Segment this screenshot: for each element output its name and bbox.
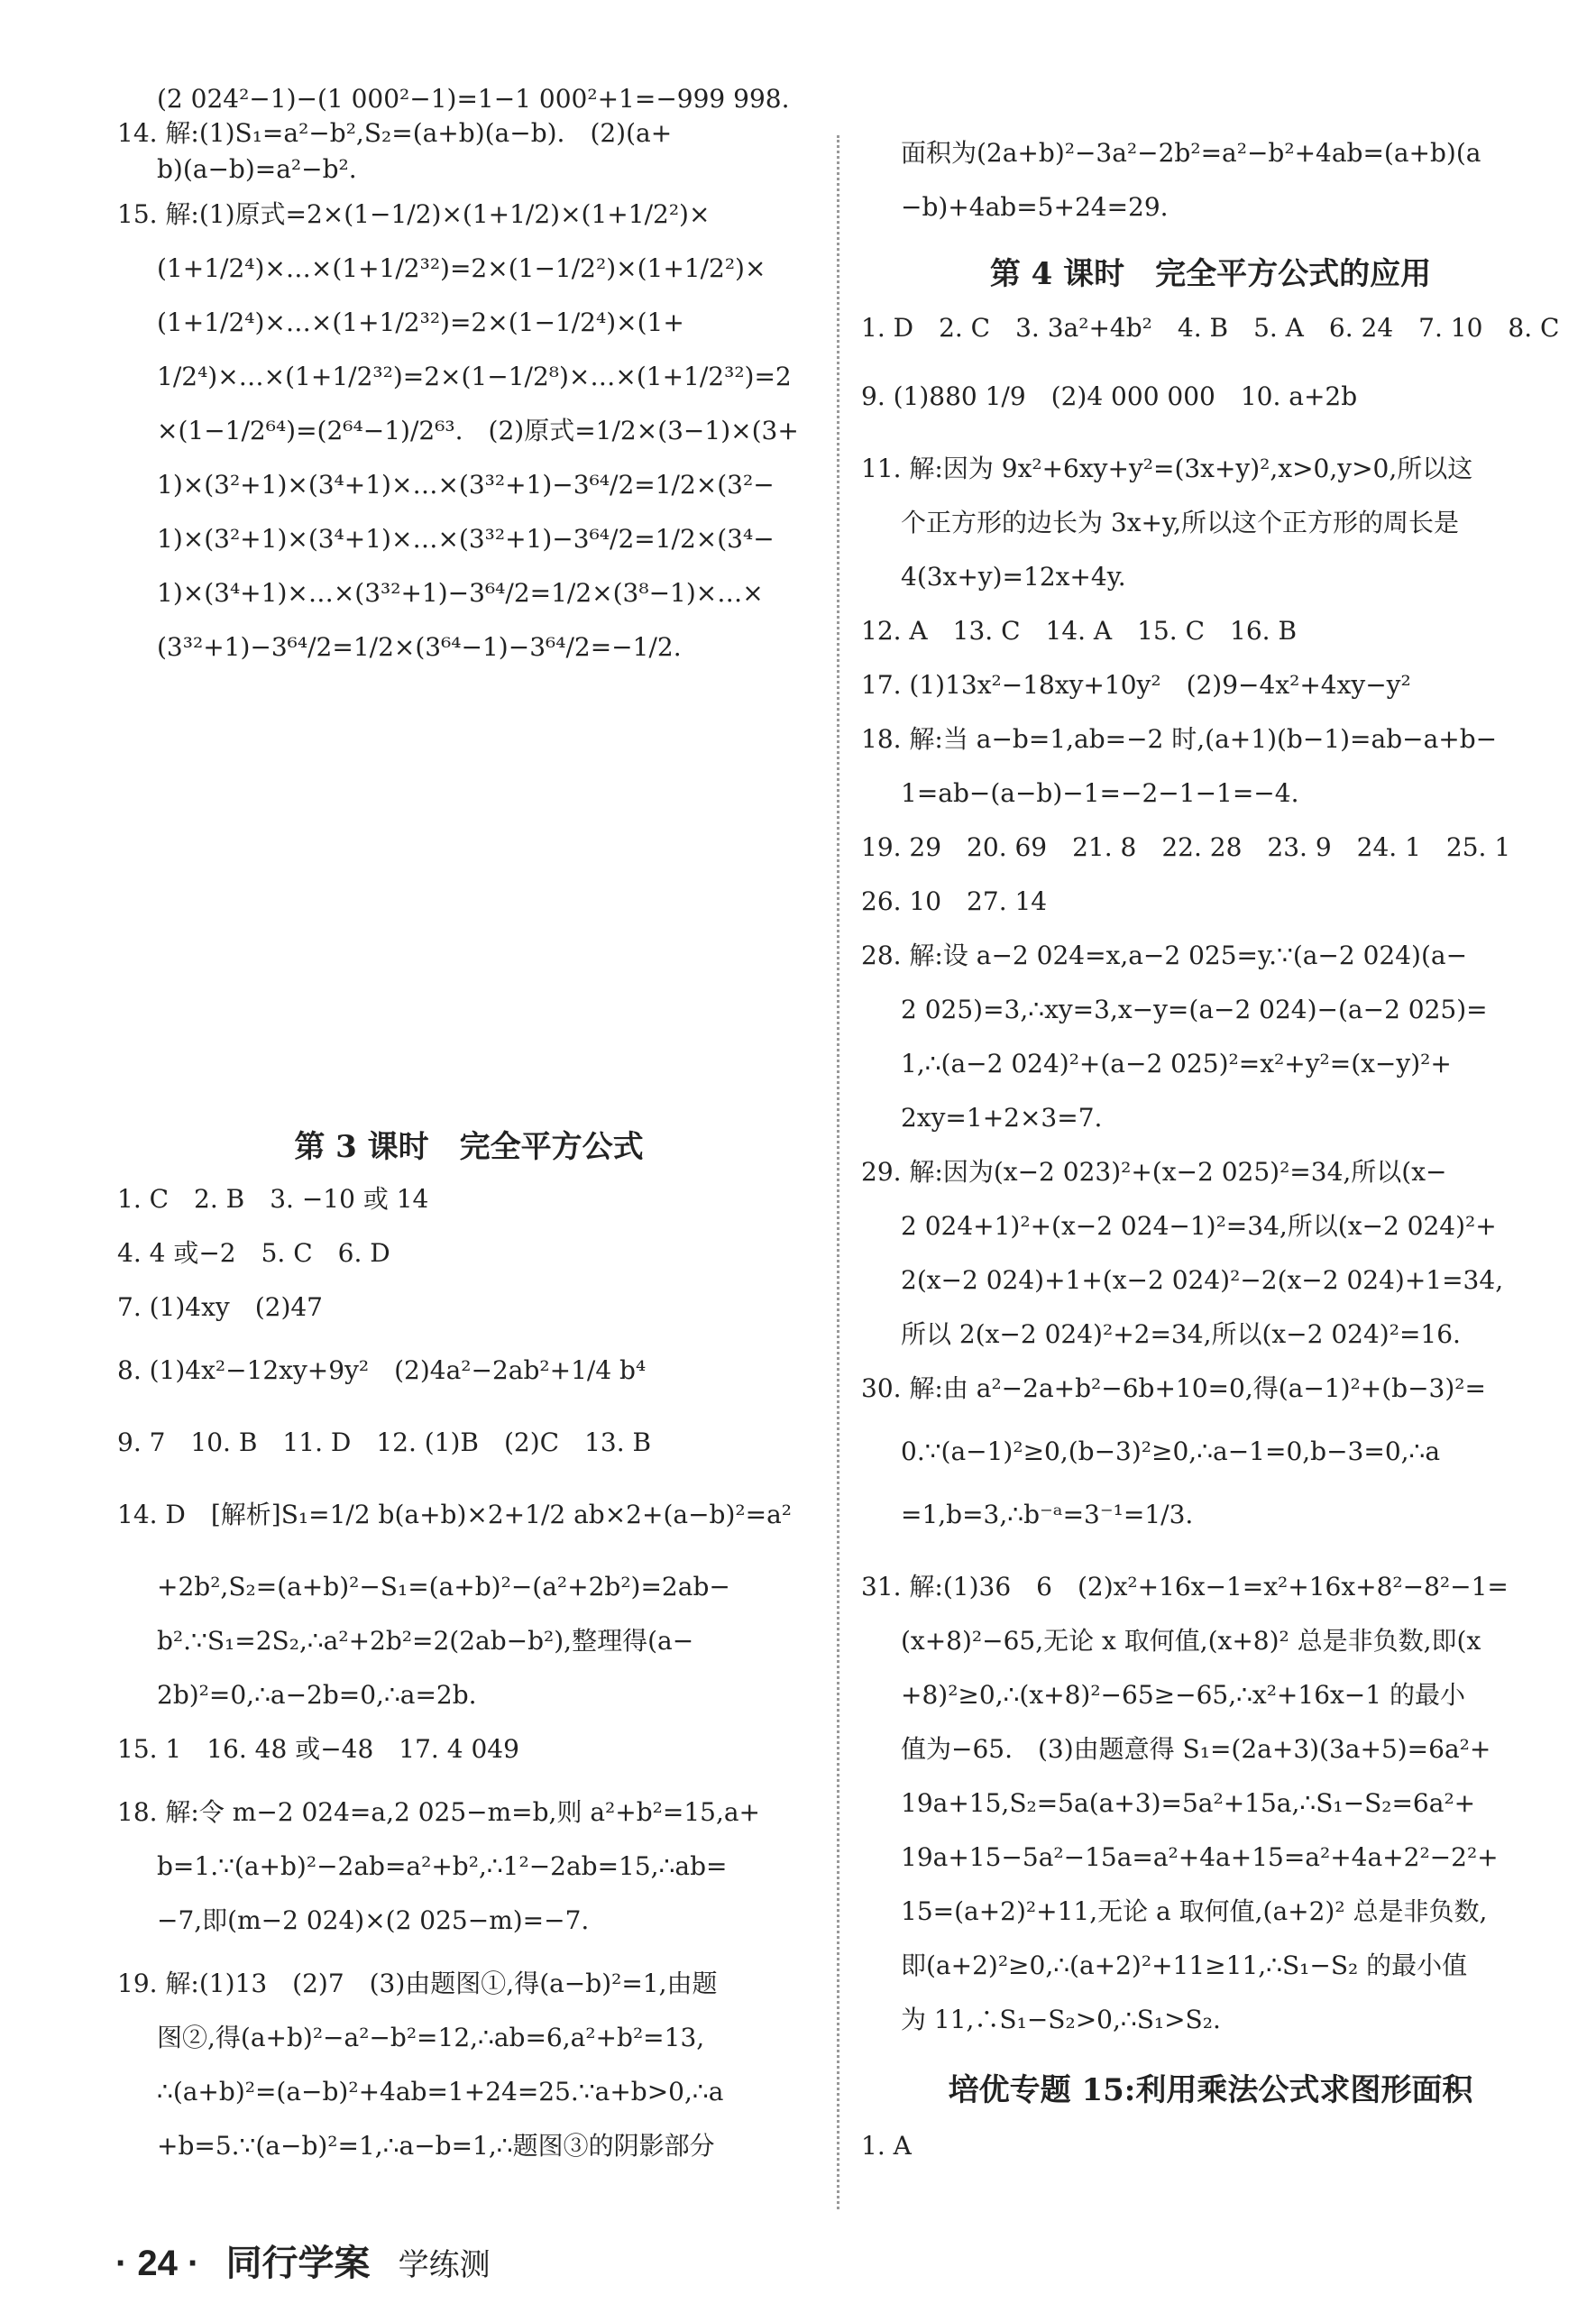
answer-line: 2xy=1+2×3=7. bbox=[901, 1103, 1103, 1133]
answer-line: −b)+4ab=5+24=29. bbox=[901, 192, 1169, 222]
answer-line: 30. 解:由 a²−2a+b²−6b+10=0,得(a−1)²+(b−3)²= bbox=[861, 1373, 1486, 1403]
answer-line: 17. (1)13x²−18xy+10y² (2)9−4x²+4xy−y² bbox=[861, 670, 1411, 700]
answer-line: 11. 解:因为 9x²+6xy+y²=(3x+y)²,x>0,y>0,所以这 bbox=[861, 454, 1473, 483]
answer-line: 12. A 13. C 14. A 15. C 16. B bbox=[861, 616, 1298, 646]
book-subtitle: 学练测 bbox=[398, 2248, 491, 2282]
answer-line: 9. 7 10. B 11. D 12. (1)B (2)C 13. B bbox=[117, 1427, 652, 1457]
answer-line: 4(3x+y)=12x+4y. bbox=[901, 562, 1126, 592]
answer-line: 1. A bbox=[861, 2131, 912, 2161]
answer-line: =1,b=3,∴b⁻ᵃ=3⁻¹=1/3. bbox=[901, 1500, 1194, 1529]
answer-line: 7. (1)4xy (2)47 bbox=[117, 1292, 323, 1322]
answer-line: 为 11,∴S₁−S₂>0,∴S₁>S₂. bbox=[901, 2005, 1221, 2034]
answer-line: (1+1/2⁴)×…×(1+1/2³²)=2×(1−1/2⁴)×(1+ bbox=[157, 307, 684, 337]
answer-line: (1+1/2⁴)×…×(1+1/2³²)=2×(1−1/2²)×(1+1/2²)× bbox=[157, 253, 766, 283]
answer-line: 14. D [解析]S₁=1/2 b(a+b)×2+1/2 ab×2+(a−b)²=a² bbox=[117, 1500, 792, 1529]
answer-line: 1=ab−(a−b)−1=−2−1−1=−4. bbox=[901, 778, 1299, 808]
answer-line: −7,即(m−2 024)×(2 025−m)=−7. bbox=[157, 1905, 590, 1935]
answer-line: 18. 解:令 m−2 024=a,2 025−m=b,则 a²+b²=15,a+ bbox=[117, 1797, 761, 1827]
answer-14: 14. 解:(1)S₁=a²−b²,S₂=(a+b)(a−b). (2)(a+ bbox=[117, 118, 673, 148]
answer-line: 1. C 2. B 3. −10 或 14 bbox=[117, 1184, 429, 1214]
answer-line: 面积为(2a+b)²−3a²−2b²=a²−b²+4ab=(a+b)(a bbox=[901, 138, 1481, 168]
answer-line: 19. 解:(1)13 (2)7 (3)由题图①,得(a−b)²=1,由题 bbox=[117, 1969, 718, 1998]
answer-line: 1. D 2. C 3. 3a²+4b² 4. B 5. A 6. 24 7. 10 8. C bbox=[861, 313, 1560, 343]
answer-line: 2b)²=0,∴a−2b=0,∴a=2b. bbox=[157, 1680, 477, 1710]
answer-line: b=1.∵(a+b)²−2ab=a²+b²,∴1²−2ab=15,∴ab= bbox=[157, 1851, 728, 1881]
answer-line: 个正方形的边长为 3x+y,所以这个正方形的周长是 bbox=[901, 508, 1459, 537]
answer-line: 15. 1 16. 48 或−48 17. 4 049 bbox=[117, 1734, 519, 1764]
section-heading-lesson-3: 第 3 课时 完全平方公式 bbox=[294, 1129, 644, 1165]
answer-line: ∴(a+b)²=(a−b)²+4ab=1+24=25.∵a+b>0,∴a bbox=[157, 2077, 724, 2106]
answer-line: +2b²,S₂=(a+b)²−S₁=(a+b)²−(a²+2b²)=2ab− bbox=[157, 1572, 730, 1602]
section-heading-topic-15: 培优专题 15:利用乘法公式求图形面积 bbox=[948, 2072, 1473, 2108]
section-heading-lesson-4: 第 4 课时 完全平方公式的应用 bbox=[989, 256, 1432, 292]
answer-line: (3³²+1)−3⁶⁴/2=1/2×(3⁶⁴−1)−3⁶⁴/2=−1/2. bbox=[157, 632, 682, 662]
answer-line: 0.∵(a−1)²≥0,(b−3)²≥0,∴a−1=0,b−3=0,∴a bbox=[901, 1436, 1441, 1466]
answer-line: 2 024+1)²+(x−2 024−1)²=34,所以(x−2 024)²+ bbox=[901, 1211, 1497, 1241]
answer-line: (2 024²−1)−(1 000²−1)=1−1 000²+1=−999 998. bbox=[157, 84, 790, 114]
page-number: · 24 · bbox=[115, 2244, 200, 2283]
answer-line: 15=(a+2)²+11,无论 a 取何值,(a+2)² 总是非负数, bbox=[901, 1896, 1488, 1926]
answer-line: +b=5.∵(a−b)²=1,∴a−b=1,∴题图③的阴影部分 bbox=[157, 2131, 715, 2161]
answer-line: 19a+15,S₂=5a(a+3)=5a²+15a,∴S₁−S₂=6a²+ bbox=[901, 1788, 1476, 1818]
answer-line: 28. 解:设 a−2 024=x,a−2 025=y.∵(a−2 024)(a− bbox=[861, 941, 1468, 970]
answer-line: (x+8)²−65,无论 x 取何值,(x+8)² 总是非负数,即(x bbox=[901, 1626, 1481, 1656]
answer-line: b)(a−b)=a²−b². bbox=[157, 154, 357, 184]
answer-line: +8)²≥0,∴(x+8)²−65≥−65,∴x²+16x−1 的最小 bbox=[901, 1680, 1465, 1710]
answer-line: 图②,得(a+b)²−a²−b²=12,∴ab=6,a²+b²=13, bbox=[157, 2023, 705, 2052]
answer-line: 2 025)=3,∴xy=3,x−y=(a−2 024)−(a−2 025)= bbox=[901, 995, 1488, 1024]
answer-line: 2(x−2 024)+1+(x−2 024)²−2(x−2 024)+1=34, bbox=[901, 1265, 1504, 1295]
answer-line: 4. 4 或−2 5. C 6. D bbox=[117, 1238, 390, 1268]
answer-15: 15. 解:(1)原式=2×(1−1/2)×(1+1/2)×(1+1/2²)× bbox=[117, 199, 711, 229]
page-footer bbox=[115, 2235, 491, 2286]
answer-line: b².∵S₁=2S₂,∴a²+2b²=2(2ab−b²),整理得(a− bbox=[157, 1626, 694, 1656]
answer-line: 值为−65. (3)由题意得 S₁=(2a+3)(3a+5)=6a²+ bbox=[901, 1734, 1491, 1764]
answer-line: 1)×(3²+1)×(3⁴+1)×…×(3³²+1)−3⁶⁴/2=1/2×(3²− bbox=[157, 470, 775, 500]
answer-line: 19a+15−5a²−15a=a²+4a+15=a²+4a+2²−2²+ bbox=[901, 1842, 1499, 1872]
answer-line: 18. 解:当 a−b=1,ab=−2 时,(a+1)(b−1)=ab−a+b− bbox=[861, 724, 1498, 754]
answer-line: 所以 2(x−2 024)²+2=34,所以(x−2 024)²=16. bbox=[901, 1319, 1461, 1349]
book-title: 同行学案 bbox=[225, 2244, 371, 2283]
answer-line: 26. 10 27. 14 bbox=[861, 886, 1048, 916]
answer-line: 9. (1)880 1/9 (2)4 000 000 10. a+2b bbox=[861, 381, 1358, 411]
answer-line: 1,∴(a−2 024)²+(a−2 025)²=x²+y²=(x−y)²+ bbox=[901, 1049, 1452, 1078]
answer-line: 8. (1)4x²−12xy+9y² (2)4a²−2ab²+1/4 b⁴ bbox=[117, 1355, 647, 1385]
answer-line: 29. 解:因为(x−2 023)²+(x−2 025)²=34,所以(x− bbox=[861, 1157, 1447, 1187]
answer-line: 1)×(3²+1)×(3⁴+1)×…×(3³²+1)−3⁶⁴/2=1/2×(3⁴− bbox=[157, 524, 775, 554]
answer-line: 1)×(3⁴+1)×…×(3³²+1)−3⁶⁴/2=1/2×(3⁸−1)×…× bbox=[157, 578, 764, 608]
answer-line: 31. 解:(1)36 6 (2)x²+16x−1=x²+16x+8²−8²−1= bbox=[861, 1572, 1509, 1602]
answer-line: 1/2⁴)×…×(1+1/2³²)=2×(1−1/2⁸)×…×(1+1/2³²)=2 bbox=[157, 362, 792, 391]
column-divider bbox=[837, 135, 839, 2209]
answer-line: 19. 29 20. 69 21. 8 22. 28 23. 9 24. 1 25. 1 bbox=[861, 832, 1511, 862]
answer-line: ×(1−1/2⁶⁴)=(2⁶⁴−1)/2⁶³. (2)原式=1/2×(3−1)×(3+ bbox=[157, 416, 799, 445]
answer-line: 即(a+2)²≥0,∴(a+2)²+11≥11,∴S₁−S₂ 的最小值 bbox=[901, 1950, 1468, 1980]
